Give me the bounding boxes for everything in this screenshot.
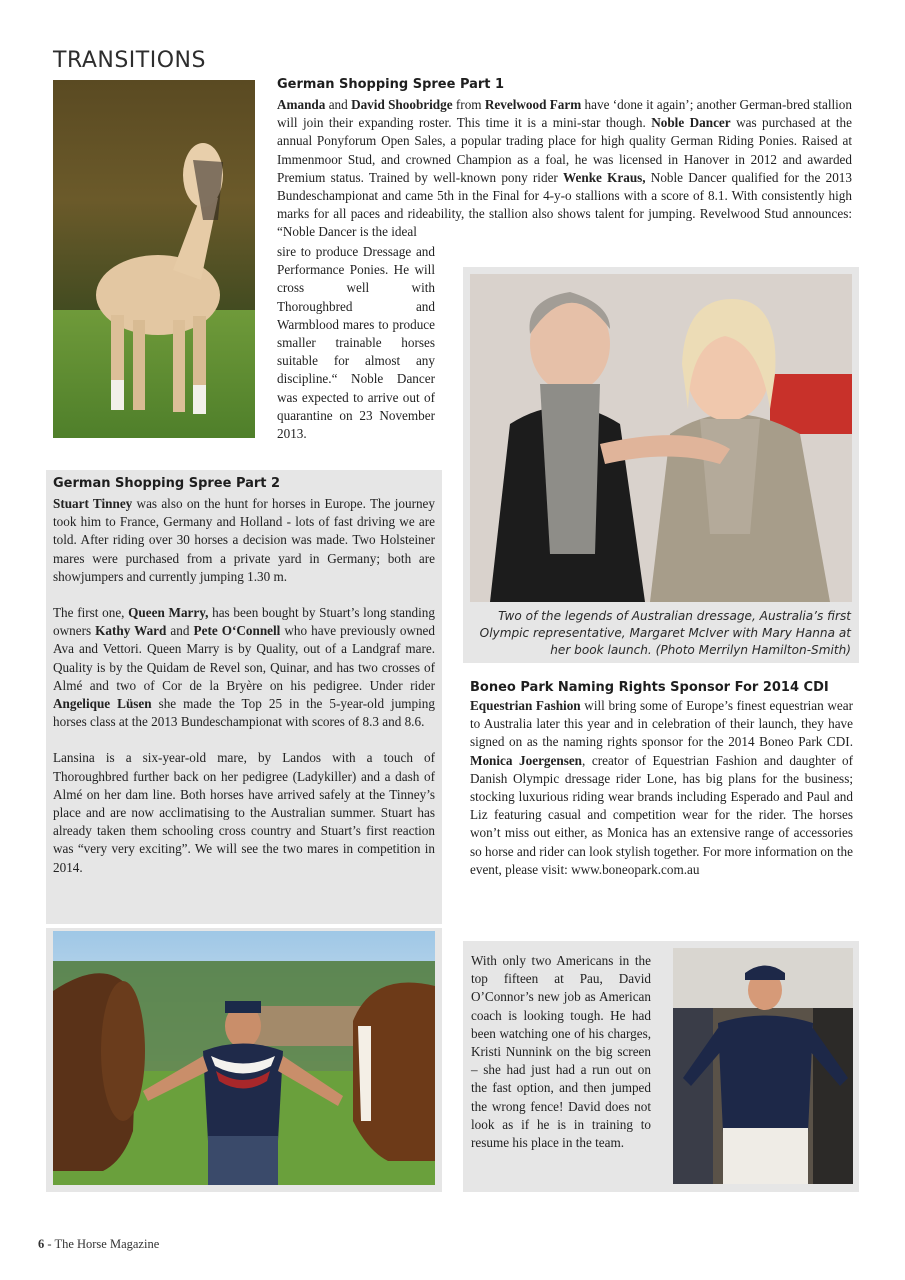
stuart-tinney-horses-photo (53, 931, 435, 1185)
article1-body-bottom: sire to produce Dressage and Performance Ponies. He will cross well with Thoroughbred and Warmblood mares to produce smaller trainable horses suitable for almost any discipline.“ Noble Dancer was expected to arrive out of quarantine on 23 November 2013. (277, 244, 435, 442)
horses-photo-box (46, 928, 442, 1192)
legends-photo (470, 274, 852, 602)
article2-paragraph-3: Lansina is a six-year-old mare, by Landos with a touch of Thoroughbred further back on her pedigree (Ladykiller) and a dash of Almé on her dam line. Both horses have arrived safely at the Tinney’s place and are now acclimatising to the Australian summer. Stuart has already taken them schooling cross country and Stuart’s first reaction was “very very exciting”. We will see the two mares in competition in 2014. (53, 750, 435, 875)
article2-box (46, 470, 442, 924)
page-number: 6 (38, 1237, 45, 1251)
article3-heading: Boneo Park Naming Rights Sponsor For 2014 CDI (470, 680, 829, 695)
pony-photo (53, 80, 255, 438)
article3-body: Equestrian Fashion will bring some of Europe’s finest equestrian wear to Australia later this year and in celebration of their launch, they have signed on as the naming rights sponsor for the 2014 Boneo Park CDI. Monica Joergensen, creator of Equestrian Fashion and daughter of Danish Olympic dressage rider Lone, has big plans for the business; stocking luxurious riding wear brands including Esperado and Paul and Liz featuring casual and competition wear for the rider. The horses won’t miss out either, as Monica has an extensive range of accessories so horse and rider can look stylish together. For more information on the event, please visit: www.boneopark.com.au (470, 698, 853, 877)
article2-paragraph-2: The first one, Queen Marry, has been bought by Stuart’s long standing owners Kathy Ward and Pete O‘Connell who have previously owned Ava and Vettori. Queen Marry is by Quality, out of a Landgraf mare. Quality is by the Quidam de Revel son, Quinar, and has two crosses of Almé and two of Cor de la Bryère on his pedigree. Under rider Angelique Lüsen she made the Top 25 in the 5-year-old jumping horses class at the 2013 Bundeschampionat with scores of 8.3 and 8.6. (53, 605, 435, 730)
legends-photo-caption: Two of the legends of Australian dressage, Australia’s first Olympic representative, Margaret McIver with Mary Hanna at her book launch. (Photo Merrilyn Hamilton-Smith) (479, 609, 851, 657)
article1-heading: German Shopping Spree Part 1 (277, 77, 505, 92)
article2-body (53, 495, 435, 877)
section-title: TRANSITIONS (53, 48, 206, 73)
david-oconnor-photo (673, 948, 853, 1184)
article2-paragraph-1: Stuart Tinney was also on the hunt for horses in Europe. The journey took him to France, Germany and Holland - lots of fast driving we are told. After riding over 30 horses a decision was made. Two Holsteiner mares were purchased from a private yard in Germany; both are showjumpers and currently jumping 1.30 m. (53, 496, 435, 584)
legends-photo-box (463, 267, 859, 663)
page-footer (38, 1237, 159, 1252)
article4-body: With only two Americans in the top fifteen at Pau, David O’Connor’s new job as American coach is looking tough. He had been watching one of his charges, Kristi Nunnink on the big screen – she had just had a run out on the fast option, and then jumped the wrong fence! David does not look as if he is in training to resume his place in the team. (471, 953, 651, 1151)
article2-heading: German Shopping Spree Part 2 (53, 476, 281, 491)
magazine-name: The Horse Magazine (54, 1237, 160, 1251)
article1-body-top: Amanda and David Shoobridge from Revelwood Farm have ‘done it again’; another German-bred stallion will join their expanding roster. This time it is a mini-star though. Noble Dancer was purchased at the annual Ponyforum Open Sales, a popular trading place for high quality German Riding Ponies. Raised at Immenmoor Stud, and crowned Champion as a foal, he was licensed in Hanover in 2012 and awarded Premium status. Trained by well-known pony rider Wenke Kraus, Noble Dancer qualified for the 2013 Bundeschampionat and came 5th in the Final for 4-y-o stallions with a score of 8.1. With consistently high marks for all paces and rideability, the stallion also shows talent for jumping. Revelwood Stud announces: “Noble Dancer is the ideal (277, 97, 853, 240)
article4-box (463, 941, 859, 1192)
footer-separator: - (44, 1237, 55, 1251)
